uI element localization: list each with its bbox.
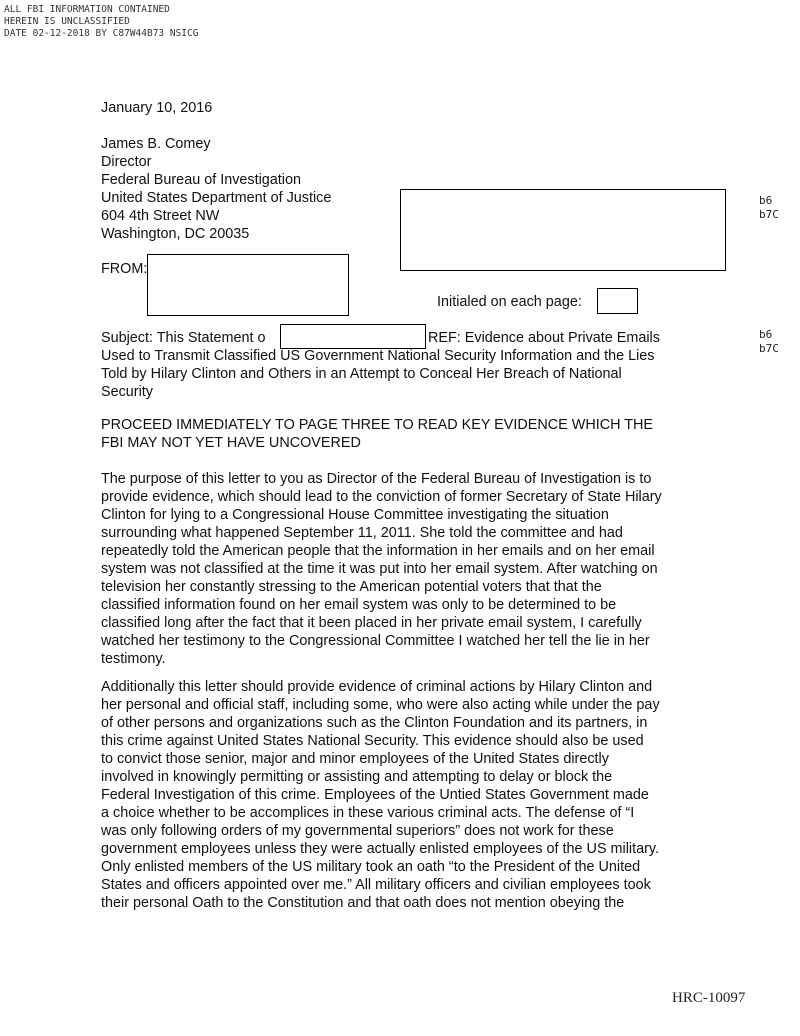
from-label: FROM: [101,261,148,277]
declassification-stamp [4,4,198,40]
paragraph-line: testimony. [101,651,166,667]
exemption-codes-2 [759,328,779,356]
exemption-code: b7C [759,342,779,355]
recipient-title: Director [101,154,152,170]
paragraph-line: Additionally this letter should provide evidence of criminal actions by Hilary Clinton and [101,679,653,695]
paragraph-line: The purpose of this letter to you as Director of the Federal Bureau of Investigation is to [101,471,652,487]
recipient-dept: United States Department of Justice [101,190,332,206]
body-paragraph-1 [101,470,701,668]
subject-line-2: Used to Transmit Classified US Government National Security Information and the Lies [101,348,655,364]
paragraph-line: a choice whether to be accomplices in these various criminal acts. The defense of “I [101,805,635,821]
paragraph-line: watched her testimony to the Congressional Committee I watched her tell the lie in her [101,633,650,649]
proceed-line-2: FBI MAY NOT YET HAVE UNCOVERED [101,435,361,451]
initials-box [597,288,638,314]
proceed-notice [101,416,653,452]
paragraph-line: classified long after the fact that it been placed in her private email system, I carefully [101,615,642,631]
stamp-line-2: HEREIN IS UNCLASSIFIED [4,16,130,27]
paragraph-line: surrounding what happened September 11, 2011. She told the committee and had [101,525,623,541]
paragraph-line: television her constantly stressing to the American potential voters that that the [101,579,602,595]
recipient-address [101,135,331,243]
paragraph-line: Clinton for lying to a Congressional House Committee investigating the situation [101,507,609,523]
paragraph-line: system was not classified at the time it was put into her email system. After watching on [101,561,658,577]
paragraph-line: involved in knowingly permitting or assisting and attempting to delay or block the [101,769,613,785]
paragraph-line: repeatedly told the American people that the information in her emails and on her email [101,543,655,559]
paragraph-line: Only enlisted members of the US military took an oath “to the President of the United [101,859,641,875]
paragraph-line: was only following orders of my governmental superiors” does not work for these [101,823,614,839]
subject-line-4: Security [101,384,153,400]
paragraph-line: of other persons and organizations such as the Clinton Foundation and its partners, in [101,715,648,731]
redaction-box-subject [280,324,426,349]
paragraph-line: government employees unless they were actually enlisted employees of the US military. [101,841,660,857]
body-paragraph-2 [101,678,701,912]
proceed-line-1: PROCEED IMMEDIATELY TO PAGE THREE TO READ KEY EVIDENCE WHICH THE [101,417,654,433]
subject-line-3: Told by Hilary Clinton and Others in an Attempt to Conceal Her Breach of National [101,366,622,382]
recipient-org: Federal Bureau of Investigation [101,172,301,188]
paragraph-line: provide evidence, which should lead to the conviction of former Secretary of State Hilary [101,489,662,505]
exemption-code: b7C [759,208,779,221]
recipient-street: 604 4th Street NW [101,208,220,224]
subject-line-1-suffix: REF: Evidence about Private Emails [428,330,660,346]
recipient-name: James B. Comey [101,136,211,152]
initialed-label: Initialed on each page: [437,294,582,310]
stamp-line-1: ALL FBI INFORMATION CONTAINED [4,4,170,15]
paragraph-line: to convict those senior, major and minor employees of the United States directly [101,751,609,767]
redaction-box-from [147,254,349,316]
paragraph-line: this crime against United States National Security. This evidence should also be used [101,733,644,749]
stamp-line-3: DATE 02-12-2018 BY C87W44B73 NSICG [4,28,199,39]
exemption-code: b6 [759,328,773,341]
subject-line-1-prefix: Subject: This Statement o [101,330,266,346]
document-id: HRC-10097 [672,990,746,1006]
paragraph-line: classified information found on her email system was only to be determined to be [101,597,617,613]
paragraph-line: Federal Investigation of this crime. Employees of the Untied States Government made [101,787,649,803]
letter-date: January 10, 2016 [101,100,213,116]
paragraph-line: her personal and official staff, including some, who were also acting while under the pay [101,697,660,713]
paragraph-line: their personal Oath to the Constitution and that oath does not mention obeying the [101,895,625,911]
recipient-city: Washington, DC 20035 [101,226,250,242]
paragraph-line: States and officers appointed over me.” All military officers and civilian employees took [101,877,651,893]
redaction-box-sender-contact [400,189,726,271]
exemption-code: b6 [759,194,773,207]
exemption-codes-1 [759,194,779,222]
